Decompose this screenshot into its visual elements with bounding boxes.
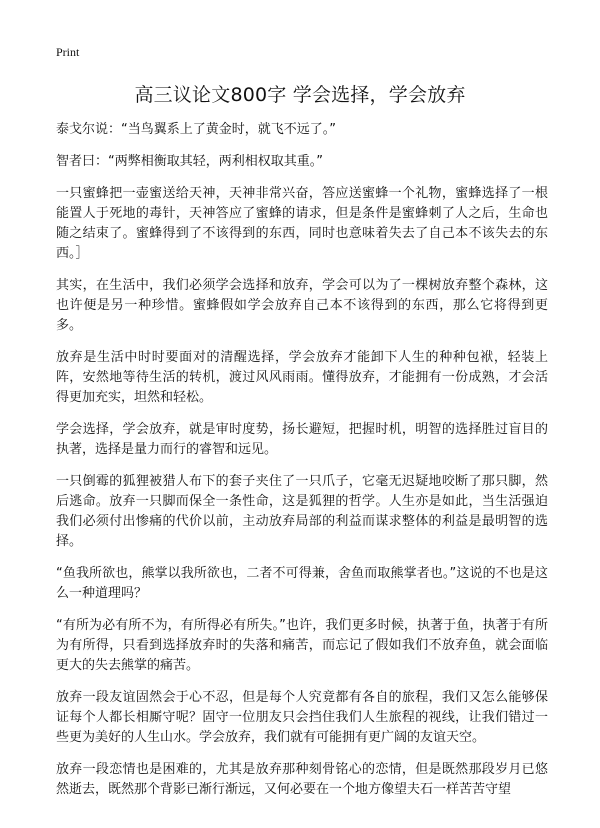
article-paragraph: 放弃一段友谊固然会于心不忍，但是每个人究竟都有各自的旅程，我们又怎么能够保证每个人都长相厮守呢？固守一位朋友只会挡住我们人生旅程的视线，让我们错过一些更为美好的人生山水。学会放弃，我们就有可能拥有更广阔的友谊天空。: [56, 690, 548, 745]
article-paragraph: “鱼我所欲也，熊掌以我所欲也，二者不可得兼，舍鱼而取熊掌者也。”这说的不也是这么一种道理吗？: [56, 566, 548, 601]
article-title: 高三议论文800字 学会选择，学会放弃: [134, 84, 466, 106]
article-paragraph: “有所为必有所不为，有所得必有所失。”也许，我们更多时候，执著于鱼，执著于有所为有所得，只看到选择放弃时的失落和痛苦，而忘记了假如我们不放弃鱼，就会面临更大的失去熊掌的痛苦。: [56, 618, 548, 673]
article-paragraph: 智者曰：“两弊相衡取其轻，两利相权取其重。”: [56, 154, 323, 169]
article-paragraph: 一只倒霉的狐狸被猎人布下的套子夹住了一只爪子，它毫无迟疑地咬断了那只脚，然后逃命。放弃一只脚而保全一条性命，这是狐狸的哲学。人生亦是如此，当生活强迫我们必须付出惨痛的代价以前，主动放弃局部的利益而谋求整体的利益是最明智的选择。: [56, 474, 548, 549]
article-paragraph: 一只蜜蜂把一壶蜜送给天神，天神非常兴奋，答应送蜜蜂一个礼物，蜜蜂选择了一根能置人于死地的毒针，天神答应了蜜蜂的请求，但是条件是蜜蜂刺了人之后，生命也随之结束了。蜜蜂得到了不该得到的东西，同时也意味着失去了自己本不该失去的东西。］: [56, 186, 548, 261]
print-link[interactable]: Print: [56, 45, 80, 59]
article-paragraph: 放弃是生活中时时要面对的清醒选择，学会放弃才能卸下人生的种种包袱，轻装上阵，安然地等待生活的转机，渡过风风雨雨。懂得放弃，才能拥有一份成熟，才会活得更加充实，坦然和轻松。: [56, 350, 548, 405]
article-body: [56, 120, 548, 812]
article-paragraph: 放弃一段恋情也是困难的，尤其是放弃那种刻骨铭心的恋情，但是既然那段岁月已悠然逝去，既然那个背影已渐行渐远，又何必要在一个地方像望夫石一样苦苦守望: [56, 762, 548, 797]
article-paragraph: 学会选择，学会放弃，就是审时度势，扬长避短，把握时机，明智的选择胜过盲目的执著，选择是量力而行的睿智和远见。: [56, 422, 548, 457]
article-paragraph: 泰戈尔说：“当鸟翼系上了黄金时，就飞不远了。”: [56, 122, 336, 137]
article-paragraph: 其实，在生活中，我们必须学会选择和放弃，学会可以为了一棵树放弃整个森林，这也许便是另一种珍惜。蜜蜂假如学会放弃自己本不该得到的东西，那么它将得到更多。: [56, 278, 548, 333]
